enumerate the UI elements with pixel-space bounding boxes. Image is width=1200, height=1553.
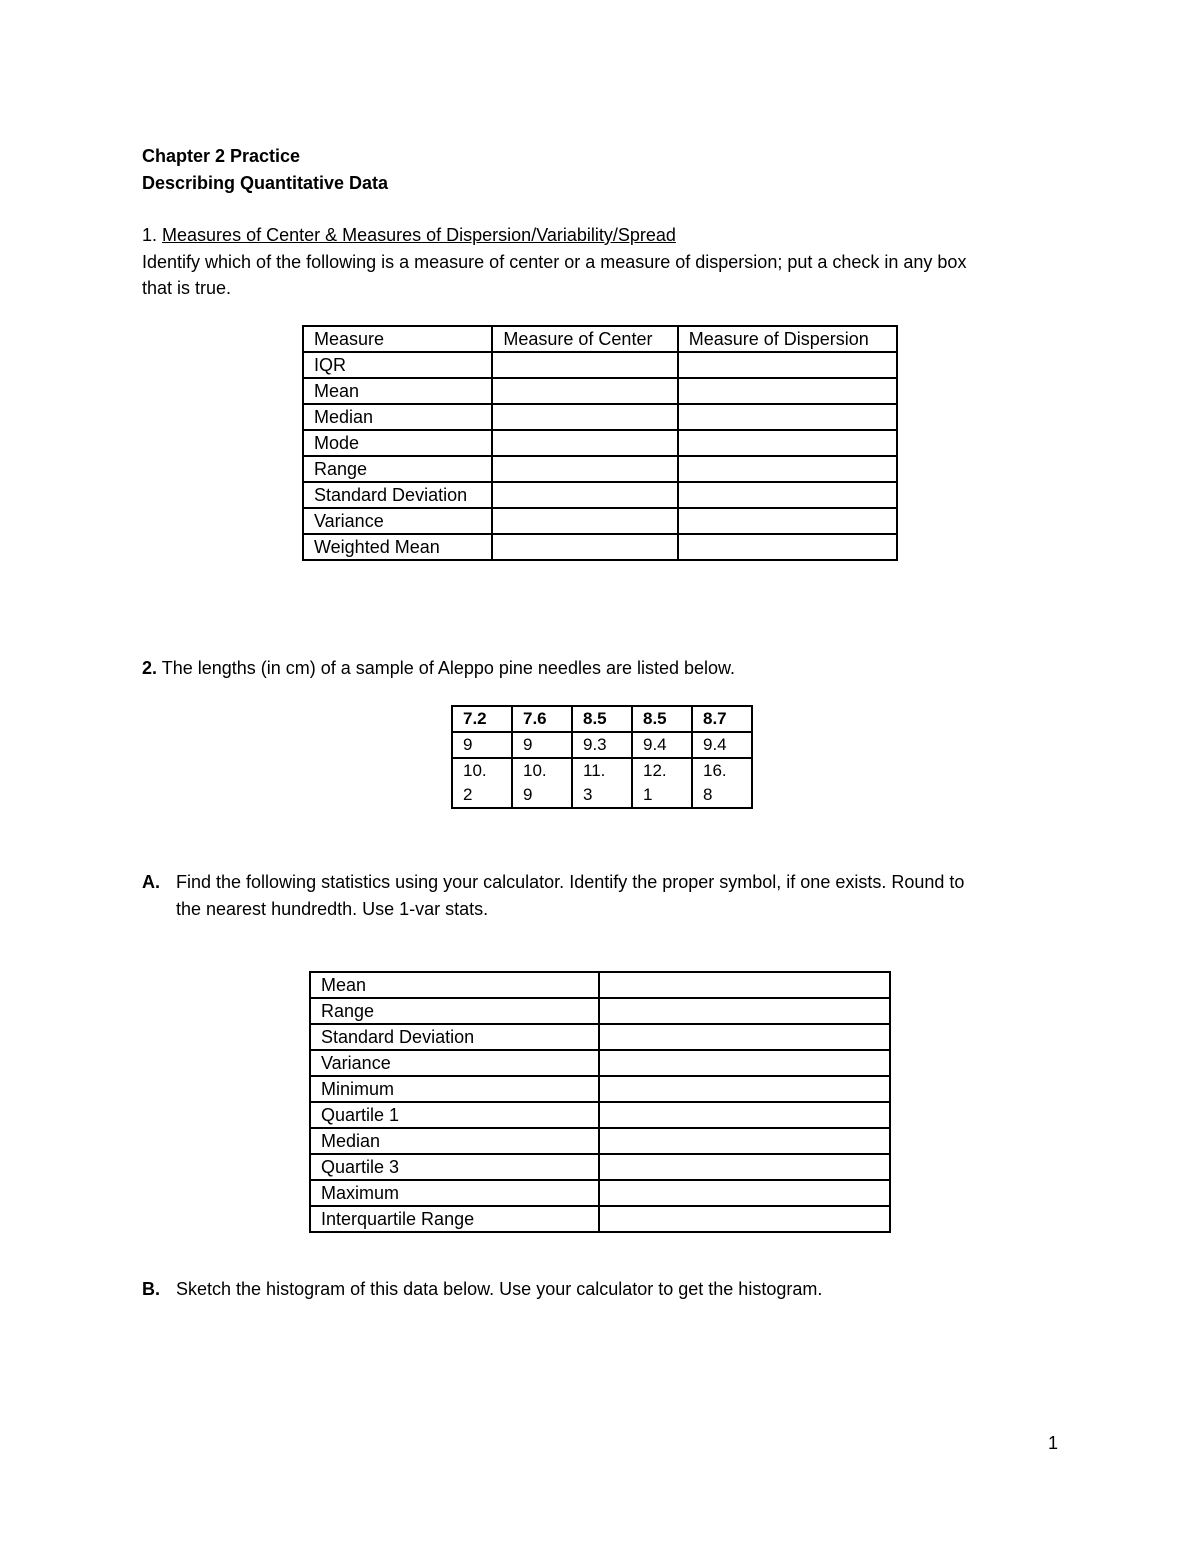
partB-text: Sketch the histogram of this data below. Use your calculator to get the histogram. [176,1279,823,1299]
measure-table-row [303,534,897,560]
measure-table-row [303,378,897,404]
needle-length-table [451,705,753,809]
center-check-cell[interactable] [492,378,677,404]
measure-header-measure: Measure [303,326,492,352]
dispersion-check-cell[interactable] [678,508,897,534]
partA-letter: A. [142,872,160,892]
needle-length-cell: 7.6 [512,706,572,732]
needle-length-cell: 9.3 [572,732,632,758]
statistic-name-cell: Quartile 1 [310,1102,599,1128]
statistics-table-row [310,1050,890,1076]
statistic-name-cell: Interquartile Range [310,1206,599,1232]
center-check-cell[interactable] [492,352,677,378]
center-check-cell[interactable] [492,482,677,508]
q2-prompt-line [142,655,735,681]
statistic-answer-cell[interactable] [599,998,890,1024]
measure-header-dispersion: Measure of Dispersion [678,326,897,352]
statistic-name-cell: Mean [310,972,599,998]
measure-table-body [303,326,897,560]
statistic-answer-cell[interactable] [599,1154,890,1180]
needle-table-body [452,706,752,808]
center-check-cell[interactable] [492,404,677,430]
measure-header-center: Measure of Center [492,326,677,352]
statistics-table-row [310,1180,890,1206]
statistic-name-cell: Quartile 3 [310,1154,599,1180]
needle-length-cell: 9 [452,732,512,758]
statistic-answer-cell[interactable] [599,1102,890,1128]
needle-length-cell: 11. 3 [572,758,632,808]
dispersion-check-cell[interactable] [678,352,897,378]
statistic-name-cell: Median [310,1128,599,1154]
partB-letter: B. [142,1279,160,1299]
center-check-cell[interactable] [492,508,677,534]
measure-name-cell: Variance [303,508,492,534]
dispersion-check-cell[interactable] [678,534,897,560]
dispersion-check-cell[interactable] [678,378,897,404]
measure-name-cell: Mean [303,378,492,404]
needle-length-cell: 8.5 [632,706,692,732]
needle-length-cell: 8.5 [572,706,632,732]
statistic-answer-cell[interactable] [599,1128,890,1154]
q2-number: 2. [142,658,158,678]
needle-length-cell: 9.4 [632,732,692,758]
dispersion-check-cell[interactable] [678,404,897,430]
statistic-answer-cell[interactable] [599,1050,890,1076]
statistics-table-row [310,998,890,1024]
statistic-name-cell: Minimum [310,1076,599,1102]
measure-name-cell: Range [303,456,492,482]
measure-table-row [303,430,897,456]
needle-length-cell: 9.4 [692,732,752,758]
statistics-table [309,971,891,1233]
measure-name-cell: Median [303,404,492,430]
needle-length-cell: 12. 1 [632,758,692,808]
measure-table-row [303,482,897,508]
measure-name-cell: Mode [303,430,492,456]
needle-length-cell: 9 [512,732,572,758]
page-subtitle: Describing Quantitative Data [142,173,389,193]
dispersion-check-cell[interactable] [678,482,897,508]
statistics-table-row [310,972,890,998]
statistic-answer-cell[interactable] [599,1180,890,1206]
partA-text-1: Find the following statistics using your calculator. Identify the proper symbol, if one exists. Round to [176,872,965,892]
center-check-cell[interactable] [492,534,677,560]
needle-table-row [452,706,752,732]
measure-name-cell: Standard Deviation [303,482,492,508]
needle-table-row [452,758,752,808]
statistic-answer-cell[interactable] [599,1024,890,1050]
measure-table-row [303,456,897,482]
page-number: 1 [1048,1433,1059,1453]
statistics-table-row [310,1076,890,1102]
statistics-table-body [310,972,890,1232]
measure-table-row [303,404,897,430]
statistics-table-row [310,1154,890,1180]
statistic-answer-cell[interactable] [599,1206,890,1232]
measure-table-row [303,352,897,378]
dispersion-check-cell[interactable] [678,456,897,482]
partB-line [142,1276,823,1302]
measure-table [302,325,898,561]
q1-number: 1. [142,225,158,245]
statistic-name-cell: Standard Deviation [310,1024,599,1050]
needle-length-cell: 10. 9 [512,758,572,808]
needle-length-cell: 8.7 [692,706,752,732]
measure-table-header-row [303,326,897,352]
partA-line-1 [142,869,965,895]
statistic-answer-cell[interactable] [599,1076,890,1102]
q1-heading: Measures of Center & Measures of Dispersion/Variability/Spread [162,225,676,245]
statistics-table-row [310,1102,890,1128]
center-check-cell[interactable] [492,456,677,482]
q1-heading-line [142,222,676,248]
center-check-cell[interactable] [492,430,677,456]
statistic-name-cell: Variance [310,1050,599,1076]
statistics-table-row [310,1024,890,1050]
statistic-name-cell: Range [310,998,599,1024]
measure-name-cell: Weighted Mean [303,534,492,560]
page-title: Chapter 2 Practice [142,146,301,166]
needle-length-cell: 7.2 [452,706,512,732]
measure-name-cell: IQR [303,352,492,378]
needle-table-row [452,732,752,758]
partA-text-2: the nearest hundredth. Use 1-var stats. [176,899,489,919]
needle-length-cell: 16. 8 [692,758,752,808]
dispersion-check-cell[interactable] [678,430,897,456]
q1-instruction-1: Identify which of the following is a measure of center or a measure of dispersion; put a check in any box [142,252,967,272]
measure-table-row [303,508,897,534]
statistic-name-cell: Maximum [310,1180,599,1206]
needle-length-cell: 10. 2 [452,758,512,808]
statistic-answer-cell[interactable] [599,972,890,998]
statistics-table-row [310,1128,890,1154]
statistics-table-row [310,1206,890,1232]
q1-instruction-2: that is true. [142,278,232,298]
q2-prompt: The lengths (in cm) of a sample of Aleppo pine needles are listed below. [161,658,736,678]
